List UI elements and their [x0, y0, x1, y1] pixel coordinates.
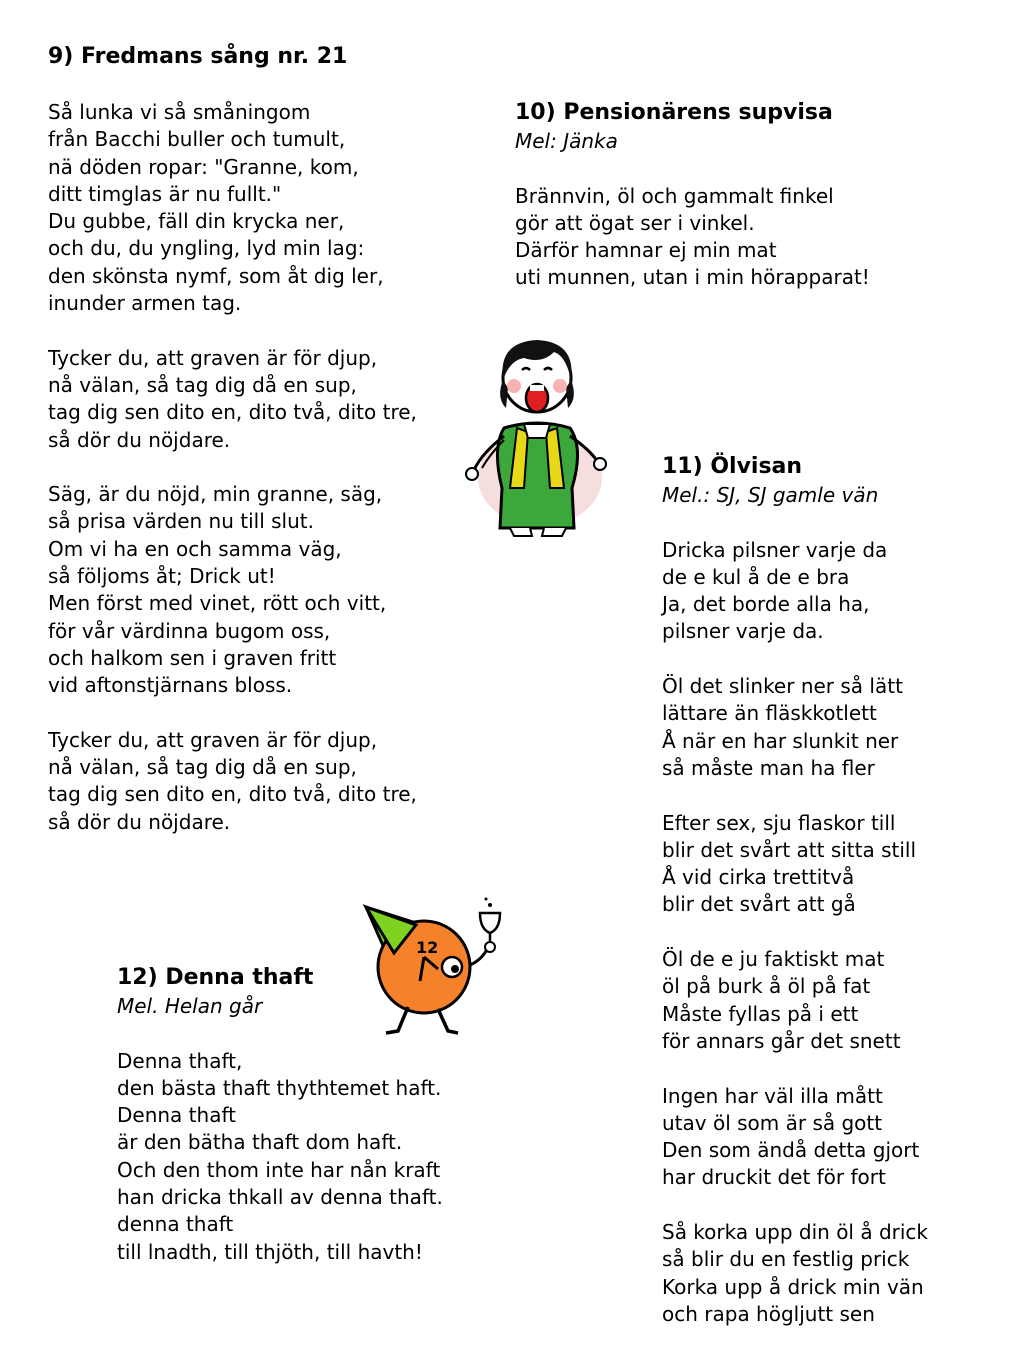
lyric-line: tag dig sen dito en, dito två, dito tre,: [48, 782, 417, 807]
song-9: [48, 42, 417, 863]
lyric-line: nå välan, så tag dig då en sup,: [48, 372, 357, 397]
lyric-line: tag dig sen dito en, dito två, dito tre,: [48, 400, 417, 425]
lyric-line: och du, du yngling, lyd min lag:: [48, 236, 365, 261]
stanza: [662, 1219, 928, 1328]
lyric-line: ditt timglas är nu fullt.": [48, 181, 282, 206]
lyric-line: Därför hamnar ej min mat: [515, 238, 777, 263]
lyric-line: uti munnen, utan i min hörapparat!: [515, 265, 870, 290]
lyric-line: så följoms åt; Drick ut!: [48, 564, 276, 589]
clock-number: 12: [416, 938, 439, 957]
lyric-line: Dricka pilsner varje da: [662, 537, 888, 562]
lyric-line: så måste man ha fler: [662, 755, 875, 780]
lyric-line: denna thaft: [117, 1212, 234, 1237]
stanza: [48, 727, 417, 836]
lyric-line: Efter sex, sju flaskor till: [662, 810, 896, 835]
lyric-line: så blir du en festlig prick: [662, 1247, 910, 1272]
lyric-line: inunder armen tag.: [48, 291, 242, 316]
stanza: [662, 946, 928, 1055]
song-10: [515, 98, 870, 319]
stanza: [48, 481, 417, 699]
lyric-line: nå välan, så tag dig då en sup,: [48, 755, 357, 780]
melody-note: Mel.: SJ, SJ gamle vän: [662, 483, 879, 507]
song-title: 11) Ölvisan: [662, 454, 803, 479]
lyric-line: Brännvin, öl och gammalt finkel: [515, 183, 834, 208]
melody-note: Mel: Jänka: [515, 129, 618, 153]
lyric-line: Tycker du, att graven är för djup,: [48, 727, 378, 752]
stanza: [662, 1083, 928, 1192]
lyric-line: Måste fyllas på i ett: [662, 1001, 859, 1026]
lyric-line: den bästa thaft thythtemet haft.: [117, 1075, 442, 1100]
song-11: [662, 452, 928, 1356]
lyric-line: Å vid cirka trettitvå: [662, 865, 855, 890]
stanza: [662, 673, 928, 782]
stanza: [515, 183, 870, 292]
song-title: 12) Denna thaft: [117, 965, 314, 990]
lyric-line: nä döden ropar: "Granne, kom,: [48, 154, 359, 179]
lyric-line: gör att ögat ser i vinkel.: [515, 210, 755, 235]
song-title: 9) Fredmans sång nr. 21: [48, 44, 348, 69]
lyric-line: pilsner varje da.: [662, 619, 824, 644]
lyric-line: den skönsta nymf, som åt dig ler,: [48, 263, 384, 288]
stanza: [662, 810, 928, 919]
singing-choir-person-icon: [462, 328, 612, 538]
lyric-line: så dör du nöjdare.: [48, 809, 231, 834]
lyric-line: lättare än fläskkotlett: [662, 701, 877, 726]
lyric-line: blir det svårt att gå: [662, 892, 856, 917]
lyric-line: Öl det slinker ner så lätt: [662, 674, 903, 699]
lyric-line: Så korka upp din öl å drick: [662, 1220, 929, 1245]
lyric-line: Ja, det borde alla ha,: [662, 592, 870, 617]
stanza: [48, 345, 417, 454]
lyric-line: Säg, är du nöjd, min granne, säg,: [48, 482, 383, 507]
lyric-line: utav öl som är så gott: [662, 1110, 883, 1135]
lyric-line: Ingen har väl illa mått: [662, 1083, 883, 1108]
lyric-line: Den som ändå detta gjort: [662, 1138, 920, 1163]
song-title: 10) Pensionärens supvisa: [515, 100, 833, 125]
lyric-line: från Bacchi buller och tumult,: [48, 127, 346, 152]
lyric-line: han dricka thkall av denna thaft.: [117, 1185, 443, 1210]
lyric-line: Denna thaft: [117, 1103, 236, 1128]
lyric-line: Korka upp å drick min vän: [662, 1274, 924, 1299]
lyric-line: de e kul å de e bra: [662, 564, 850, 589]
stanza: [48, 99, 417, 317]
lyric-line: öl på burk å öl på fat: [662, 974, 871, 999]
lyric-line: Öl de e ju faktiskt mat: [662, 947, 885, 972]
lyric-line: för vår värdinna bugom oss,: [48, 618, 331, 643]
stanza: [662, 537, 928, 646]
lyric-line: Så lunka vi så småningom: [48, 100, 311, 124]
lyric-line: Du gubbe, fäll din krycka ner,: [48, 209, 345, 234]
stanza: [117, 1048, 443, 1266]
lyric-line: så prisa värden nu till slut.: [48, 509, 314, 534]
melody-note: Mel. Helan går: [117, 994, 263, 1018]
lyric-line: Denna thaft,: [117, 1048, 243, 1073]
lyric-line: har druckit det för fort: [662, 1165, 886, 1190]
lyric-line: till lnadth, till thjöth, till havth!: [117, 1239, 423, 1264]
lyric-line: Å när en har slunkit ner: [662, 728, 899, 753]
lyric-line: så dör du nöjdare.: [48, 427, 231, 452]
lyric-line: är den bätha thaft dom haft.: [117, 1130, 403, 1155]
lyric-line: Tycker du, att graven är för djup,: [48, 345, 378, 370]
lyric-line: och halkom sen i graven fritt: [48, 645, 337, 670]
lyric-line: för annars går det snett: [662, 1028, 901, 1053]
lyric-line: Om vi ha en och samma väg,: [48, 536, 342, 561]
lyric-line: Men först med vinet, rött och vitt,: [48, 591, 387, 616]
lyric-line: och rapa högljutt sen: [662, 1301, 875, 1326]
party-clock-icon: [358, 895, 508, 1045]
lyric-line: Och den thom inte har nån kraft: [117, 1157, 441, 1182]
lyric-line: vid aftonstjärnans bloss.: [48, 673, 293, 698]
lyric-line: blir det svårt att sitta still: [662, 837, 917, 862]
